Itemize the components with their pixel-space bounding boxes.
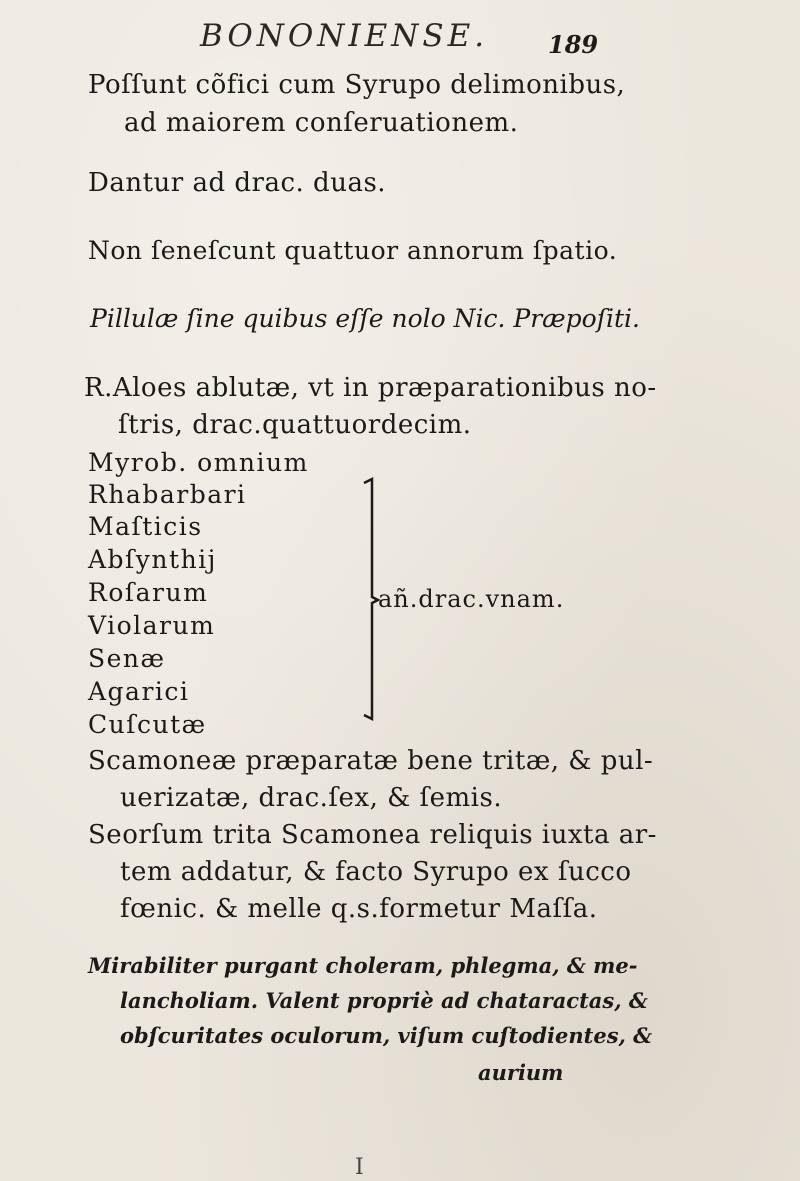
ingredient-item: Abſynthij <box>88 545 217 574</box>
ingredient-item: Rhabarbari <box>88 480 247 509</box>
italic-note-line: aurium <box>478 1060 564 1085</box>
italic-note-line: Mirabiliter purgant choleram, phlegma, & me- <box>88 953 638 978</box>
ingredient-item: Agarici <box>88 677 190 706</box>
text-line: ſtris, drac.quattuordecim. <box>118 410 472 440</box>
text-line: Dantur ad drac. duas. <box>88 168 387 198</box>
ingredient-item: Myrob. omnium <box>88 448 309 477</box>
page-number: 189 <box>548 30 599 59</box>
text-line: fœnic. & melle q.s.formetur Maſſa. <box>120 894 598 924</box>
italic-note-line: lancholiam. Valent propriè ad chataractas, & <box>120 988 648 1013</box>
ingredient-item: Roſarum <box>88 578 209 607</box>
brace-label: añ.drac.vnam. <box>378 585 565 613</box>
ingredient-item: Violarum <box>88 611 216 640</box>
running-head: BONONIENSE. <box>200 18 489 54</box>
text-line: Non ſeneſcunt quattuor annorum ſpatio. <box>88 236 618 265</box>
text-line: R.Aloes ablutæ, vt in præparationibus no- <box>84 373 657 403</box>
signature-mark: I <box>355 1155 364 1180</box>
text-line: Scamoneæ præparatæ bene tritæ, & pul- <box>88 746 654 776</box>
text-line: Poſſunt cõfici cum Syrupo delimonibus, <box>88 70 626 100</box>
ingredient-item: Cuſcutæ <box>88 710 207 739</box>
text-line: tem addatur, & facto Syrupo ex ſucco <box>120 857 632 887</box>
text-line: ad maiorem conſeruationem. <box>124 108 519 138</box>
italic-note-line: obſcuritates oculorum, viſum cuſtodientes, & <box>120 1023 653 1048</box>
text-line: Seorſum trita Scamonea reliquis iuxta ar- <box>88 820 657 850</box>
ingredient-item: Senæ <box>88 644 166 673</box>
section-heading: Pillulæ ſine quibus eſſe nolo Nic. Præpoſiti. <box>90 304 640 333</box>
text-line: uerizatæ, drac.ſex, & ſemis. <box>120 783 503 813</box>
ingredient-item: Maſticis <box>88 512 203 541</box>
